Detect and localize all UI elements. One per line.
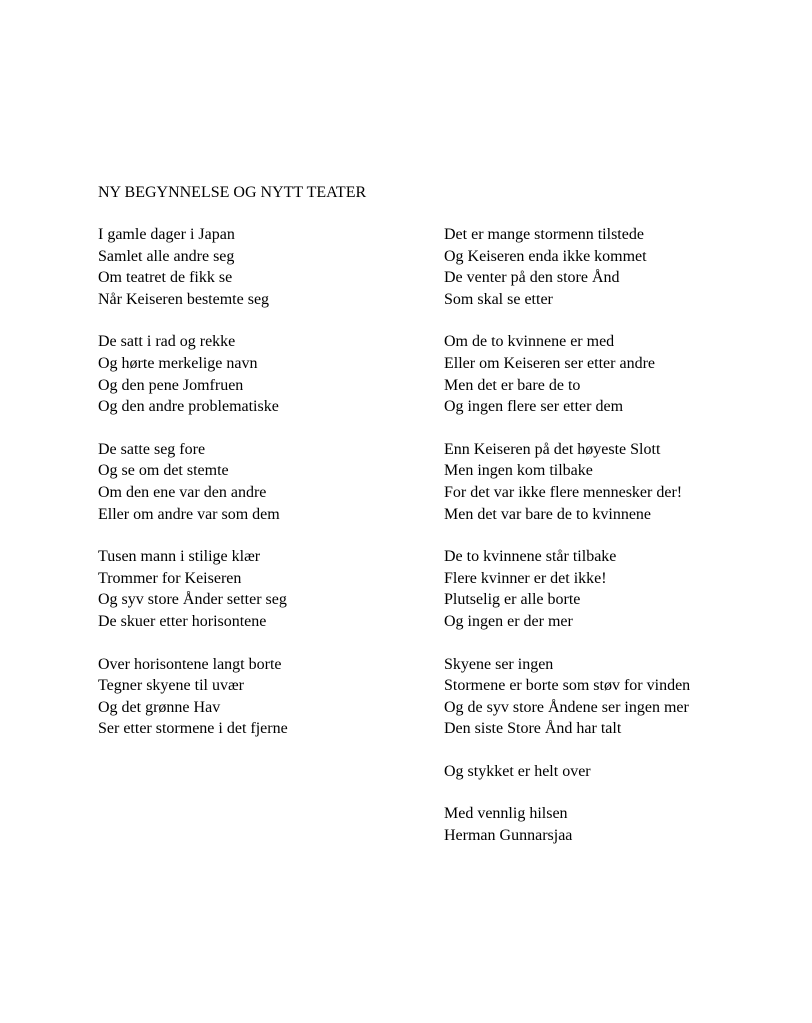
poem-line: Og den pene Jomfruen [98, 376, 244, 394]
poem-line: Trommer for Keiseren [98, 569, 242, 587]
stanza [98, 654, 288, 740]
stanza [444, 654, 690, 740]
stanza [444, 439, 690, 525]
poem-line: De skuer etter horisontene [98, 612, 267, 630]
stanza [98, 439, 288, 525]
poem-line: Og stykket er helt over [444, 762, 591, 780]
poem-line: De to kvinnene står tilbake [444, 548, 617, 566]
poem-line: Og ingen er der mer [444, 612, 573, 630]
poem-line: I gamle dager i Japan [98, 226, 235, 243]
greeting: Med vennlig hilsen [444, 805, 568, 823]
poem-line: Om den ene var den andre [98, 483, 267, 501]
poem-line: Og se om det stemte [98, 462, 229, 480]
poem-line: Plutselig er alle borte [444, 591, 581, 609]
left-column [98, 224, 288, 761]
poem-line: Og ingen flere ser etter dem [444, 398, 624, 416]
stanza [444, 546, 690, 632]
poem-line: Det er mange stormenn tilstede [444, 226, 644, 243]
poem-line: Den siste Store Ånd har talt [444, 720, 622, 738]
poem-line: Samlet alle andre seg [98, 247, 235, 265]
stanza [98, 331, 288, 417]
poem-line: Men det var bare de to kvinnene [444, 505, 652, 523]
poem-line: Ser etter stormene i det fjerne [98, 720, 288, 738]
poem-line: Flere kvinner er det ikke! [444, 569, 607, 587]
signature-block [444, 803, 690, 846]
poem-line: Som skal se etter [444, 290, 553, 308]
poem-line: Men det er bare de to [444, 376, 581, 394]
poem-line: For det var ikke flere mennesker der! [444, 483, 683, 501]
author-name: Herman Gunnarsjaa [444, 827, 573, 845]
poem-line: Tegner skyene til uvær [98, 677, 244, 695]
stanza [444, 224, 690, 310]
poem-line: Når Keiseren bestemte seg [98, 290, 270, 308]
poem-line: Eller om andre var som dem [98, 505, 280, 523]
stanza [98, 224, 288, 310]
poem-line: Og de syv store Åndene ser ingen mer [444, 698, 689, 716]
poem-line: Og syv store Ånder setter seg [98, 591, 287, 609]
poem-line: Og den andre problematiske [98, 398, 279, 416]
stanza [444, 331, 690, 417]
poem-line: De satte seg fore [98, 440, 206, 458]
stanza [98, 546, 288, 632]
poem-line: Om teatret de fikk se [98, 269, 233, 287]
poem-line: Enn Keiseren på det høyeste Slott [444, 440, 661, 458]
poem-line: De venter på den store Ånd [444, 269, 620, 287]
closing-line [444, 761, 690, 783]
poem-title: NY BEGYNNELSE OG NYTT TEATER [98, 184, 367, 201]
poem-line: Over horisontene langt borte [98, 655, 282, 673]
poem-line: Men ingen kom tilbake [444, 462, 593, 480]
poem-line: De satt i rad og rekke [98, 333, 236, 351]
poem-line: Eller om Keiseren ser etter andre [444, 354, 656, 372]
poem-line: Og det grønne Hav [98, 698, 221, 716]
poem-line: Og Keiseren enda ikke kommet [444, 247, 647, 265]
right-column [444, 224, 690, 868]
poem-line: Skyene ser ingen [444, 655, 554, 673]
poem-line: Og hørte merkelige navn [98, 354, 258, 372]
poem-line: Om de to kvinnene er med [444, 333, 615, 351]
poem-line: Tusen mann i stilige klær [98, 548, 261, 566]
poem-line: Stormene er borte som støv for vinden [444, 677, 691, 695]
